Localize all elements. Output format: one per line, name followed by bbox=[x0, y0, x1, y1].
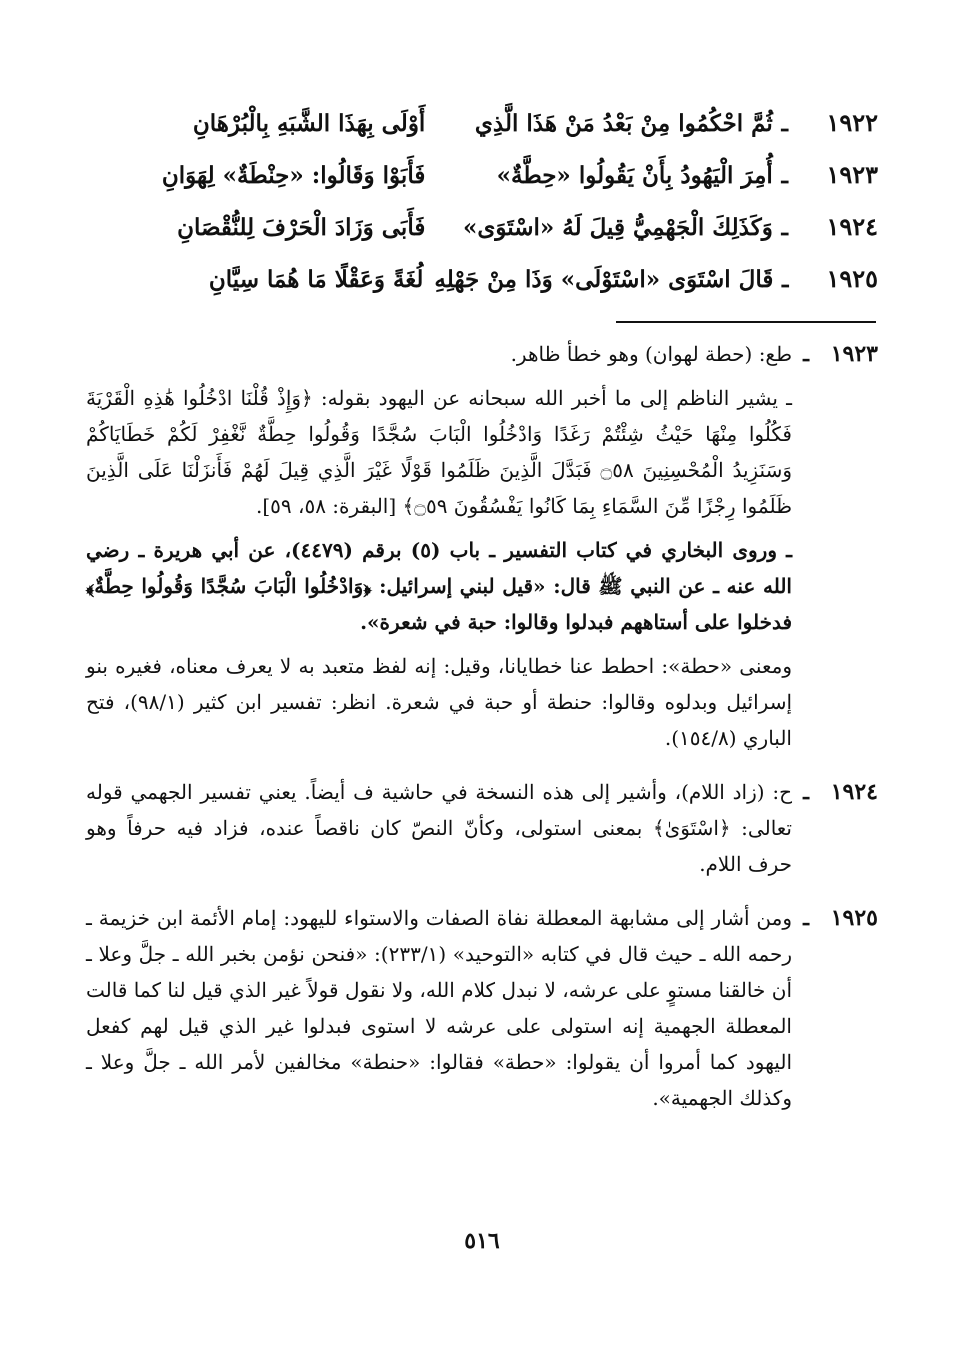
verse-dash: ـ bbox=[781, 163, 788, 189]
footnote-separator bbox=[616, 321, 876, 323]
verse-second-hemistich: لُغَةً وَعَقْلًا مَا هُمَا سِيَّانِ bbox=[208, 266, 424, 293]
verse-second-hemistich: فَأَبَى وَزَادَ الْحَرْفَ لِلنُّقْصَانِ bbox=[177, 214, 426, 241]
verse-first-hemistich: وَكَذَلِكَ الْجَهْمِيُّ قِيلَ لَهُ «اسْتَوَى» bbox=[463, 214, 773, 241]
footnote-number: ١٩٢٤ bbox=[830, 779, 878, 805]
footnote-paragraph: طع: (حطة لهوان) وهو خطأ ظاهر. bbox=[510, 342, 792, 366]
footnote-dash: ـ bbox=[803, 342, 809, 366]
footnote-1925 bbox=[86, 900, 878, 1124]
verse-first-hemistich: أُمِرَ الْيَهُودُ بِأَنْ يَقُولُوا «حِطَّةٌ» bbox=[496, 162, 773, 189]
verse-dash: ـ bbox=[781, 111, 788, 137]
verse-dash: ـ bbox=[782, 267, 789, 293]
footnote-paragraph: ومعنى «حطة»: احطط عنا خطايانا، وقيل: إنه لفظ متعبد به لا يعرف معناه، فغيره بنو إسرائيل وبدلوه وقالوا: حنطة أو حبة في شعرة. انظر: تفسير ابن كثير (٩٨/١)، فتح الباري (١٥٤/٨). bbox=[86, 654, 793, 750]
verse-dash: ـ bbox=[781, 215, 788, 241]
verse-second-hemistich: فَأَبَوْا وَقَالُوا: «حِنْطَةٌ» لِهَوَانِ bbox=[161, 162, 426, 189]
verse-first-hemistich: ثُمَّ احْكُمُوا مِنْ بَعْدُ مَنْ هَذَا الَّذِي bbox=[474, 110, 773, 137]
footnote-body bbox=[86, 336, 792, 764]
footnote-body bbox=[86, 900, 792, 1124]
verse-1924 bbox=[78, 212, 878, 264]
verse-number: ١٩٢٢ bbox=[826, 108, 878, 137]
footnote-number: ١٩٢٥ bbox=[830, 905, 878, 931]
footnote-paragraph: ـ وروى البخاري في كتاب التفسير ـ باب (٥) برقم (٤٤٧٩)، عن أبي هريرة ـ رضي الله عنه ـ عن النبي ﷺ قال: «قيل لبني إسرائيل: ﴿وَادْخُلُوا الْبَابَ سُجَّدًا وَقُولُوا حِطَّةٌ﴾ فدخلوا على أستاههم فبدلوا وقالوا: حبة في شعرة». bbox=[86, 538, 793, 634]
footnote-body bbox=[86, 774, 792, 890]
footnote-dash: ـ bbox=[803, 906, 809, 930]
verse-1925 bbox=[78, 264, 878, 316]
footnotes bbox=[86, 336, 878, 1134]
verse-number: ١٩٢٤ bbox=[826, 212, 878, 241]
footnote-dash: ـ bbox=[803, 780, 809, 804]
verse-number: ١٩٢٥ bbox=[826, 264, 878, 293]
verse-second-hemistich: أَوْلَى بِهَذَا الشَّبَهِ بِالْبُرْهَانِ bbox=[192, 110, 426, 137]
footnote-number: ١٩٢٣ bbox=[830, 341, 878, 367]
footnote-paragraph: ومن أشار إلى مشابهة المعطلة نفاة الصفات والاستواء لليهود: إمام الأئمة ابن خزيمة ـ رحمه الله ـ حيث قال في كتابه «التوحيد» (٢٣٣/١): «فنحن نؤمن بخبر الله ـ جلَّ وعلا ـ أن خالقنا مستوٍ على عرشه، لا نبدل كلام الله، ولا نقول قولاً غير الذي قيل لنا كما قالت المعطلة الجهمية إنه استولى على عرشه لا استوى فبدلوا غير الذي قيل لهم كفعل اليهود كما أمروا أن يقولوا: «حطة» فقالوا: «حنطة» مخالفين لأمر الله ـ جلَّ وعلا ـ وكذلك الجهمية». bbox=[86, 906, 792, 1110]
page-number: ٥١٦ bbox=[464, 1228, 500, 1254]
verse-1922 bbox=[78, 108, 878, 160]
poem-verses bbox=[78, 108, 878, 316]
footnote-1924 bbox=[86, 774, 878, 890]
footnote-paragraph: ـ يشير الناظم إلى ما أخبر الله سبحانه عن اليهود بقوله: ﴿وَإِذْ قُلْنَا ادْخُلُوا هَٰذِهِ الْقَرْيَةَ فَكُلُوا مِنْهَا حَيْثُ شِئْتُمْ رَغَدًا وَادْخُلُوا الْبَابَ سُجَّدًا وَقُولُوا حِطَّةٌ نَّغْفِرْ لَكُمْ خَطَايَاكُمْ وَسَنَزِيدُ الْمُحْسِنِينَ ۝٥٨ فَبَدَّلَ الَّذِينَ ظَلَمُوا قَوْلًا غَيْرَ الَّذِي قِيلَ لَهُمْ فَأَنزَلْنَا عَلَى الَّذِينَ ظَلَمُوا رِجْزًا مِّنَ السَّمَاءِ بِمَا كَانُوا يَفْسُقُونَ ۝٥٩﴾ [البقرة: ٥٨، ٥٩]. bbox=[86, 386, 793, 518]
verse-first-hemistich: قَالَ اسْتَوَى «اسْتَوْلَى» وَذَا مِنْ جَهْلِهِ bbox=[434, 266, 774, 293]
verse-number: ١٩٢٣ bbox=[826, 160, 878, 189]
verse-1923 bbox=[78, 160, 878, 212]
footnote-paragraph: ح: (زاد اللام)، وأشير إلى هذه النسخة في حاشية ف أيضاً. يعني تفسير الجهمي قوله تعالى: ﴿اسْتَوَىٰ﴾ بمعنى استولى، وكأنّ النصّ كان ناقصاً عنده، فزاد فيه حرفاً وهو حرف اللام. bbox=[86, 780, 793, 876]
footnote-1923 bbox=[86, 336, 878, 764]
